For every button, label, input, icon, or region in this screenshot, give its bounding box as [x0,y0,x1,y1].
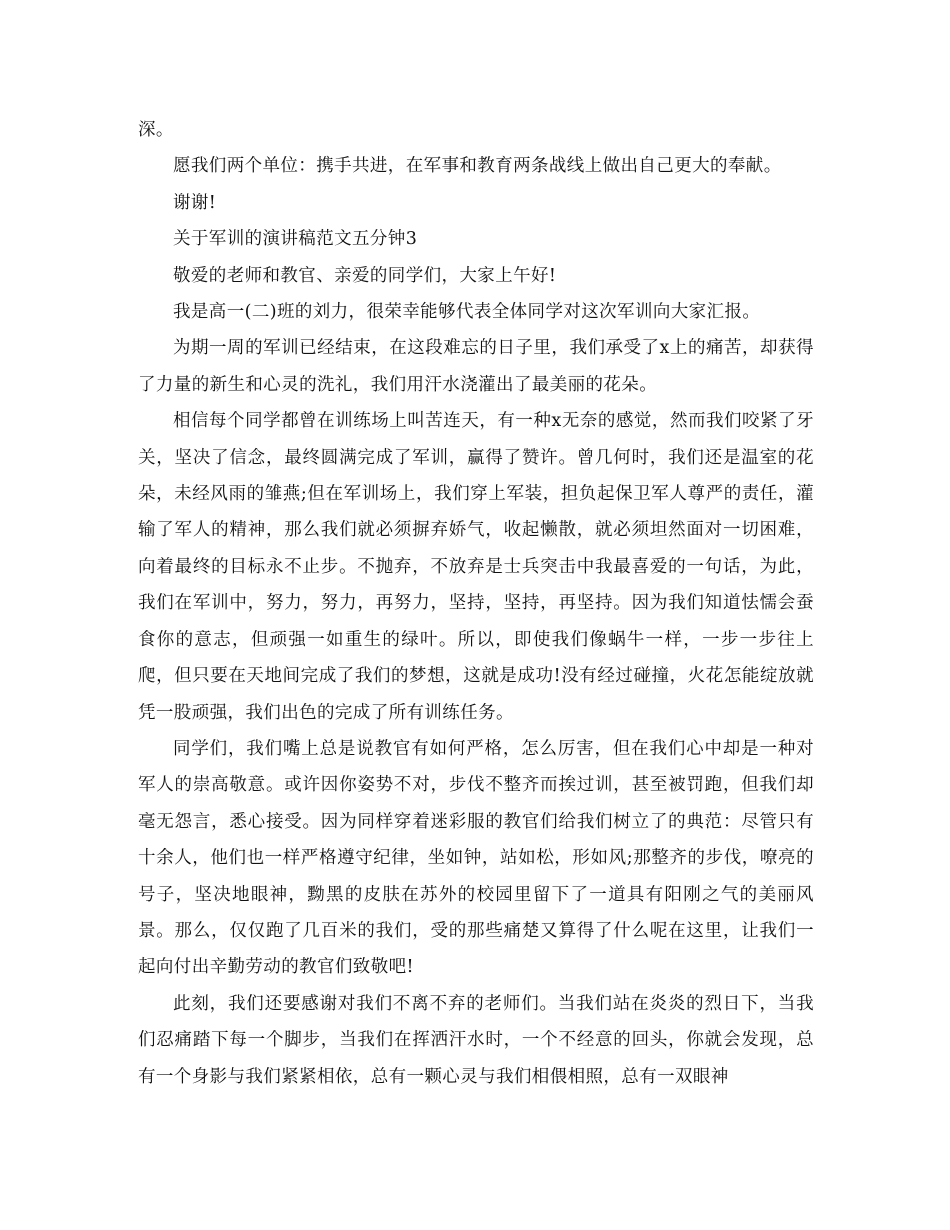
paragraph: 此刻，我们还要感谢对我们不离不弃的老师们。当我们站在炎炎的烈日下，当我们忍痛踏下每一个脚步，当我们在挥洒汗水时，一个不经意的回头，你就会发现，总有一个身影与我们紧紧相依，总有一颗心灵与我们相偎相照，总有一双眼神 [138,993,814,1087]
paragraph: 谢谢! [173,192,217,213]
paragraph: 同学们，我们嘴上总是说教官有如何严格，怎么厉害，但在我们心中却是一种对军人的崇高敬意。或许因你姿势不对，步伐不整齐而挨过训，甚至被罚跑，但我们却毫无怨言，悉心接受。因为同样穿着迷彩服的教官们给我们树立了的典范：尽管只有十余人，他们也一样严格遵守纪律，坐如钟，站如松，形如风;那整齐的步伐，嘹亮的号子，坚决地眼神，黝黑的皮肤在苏外的校园里留下了一道具有阳刚之气的美丽风景。那么，仅仅跑了几百米的我们，受的那些痛楚又算得了什么呢在这里，让我们一起向付出辛勤劳动的教官们致敬吧! [138,738,814,978]
paragraph: 相信每个同学都曾在训练场上叫苦连天，有一种x无奈的感觉，然而我们咬紧了牙关，坚决了信念，最终圆满完成了军训，赢得了赞许。曾几何时，我们还是温室的花朵，未经风雨的雏燕;但在军训场上，我们穿上军装，担负起保卫军人尊严的责任，灌输了军人的精神，那么我们就必须摒弃娇气，收起懒散，就必须坦然面对一切困难，向着最终的目标永不止步。不抛弃，不放弃是士兵突击中我最喜爱的一句话，为此，我们在军训中，努力，努力，再努力，坚持，坚持，再坚持。因为我们知道怯懦会蚕食你的意志，但顽强一如重生的绿叶。所以，即使我们像蜗牛一样，一步一步往上爬，但只要在天地间完成了我们的梦想，这就是成功!没有经过碰撞，火花怎能绽放就凭一股顽强，我们出色的完成了所有训练任务。 [138,411,814,723]
paragraph-continuation: 深。 [138,120,174,140]
paragraph: 敬爱的老师和教官、亲爱的同学们，大家上午好! [173,265,557,286]
document-body [138,112,814,1095]
section-title: 关于军训的演讲稿范文五分钟3 [173,229,418,250]
paragraph: 愿我们两个单位：携手共进，在军事和教育两条战线上做出自己更大的奉献。 [173,156,782,177]
paragraph: 我是高一(二)班的刘力，很荣幸能够代表全体同学对这次军训向大家汇报。 [173,302,761,323]
paragraph: 为期一周的军训已经结束，在这段难忘的日子里，我们承受了x上的痛苦，却获得了力量的新生和心灵的洗礼，我们用汗水浇灌出了最美丽的花朵。 [138,338,814,395]
